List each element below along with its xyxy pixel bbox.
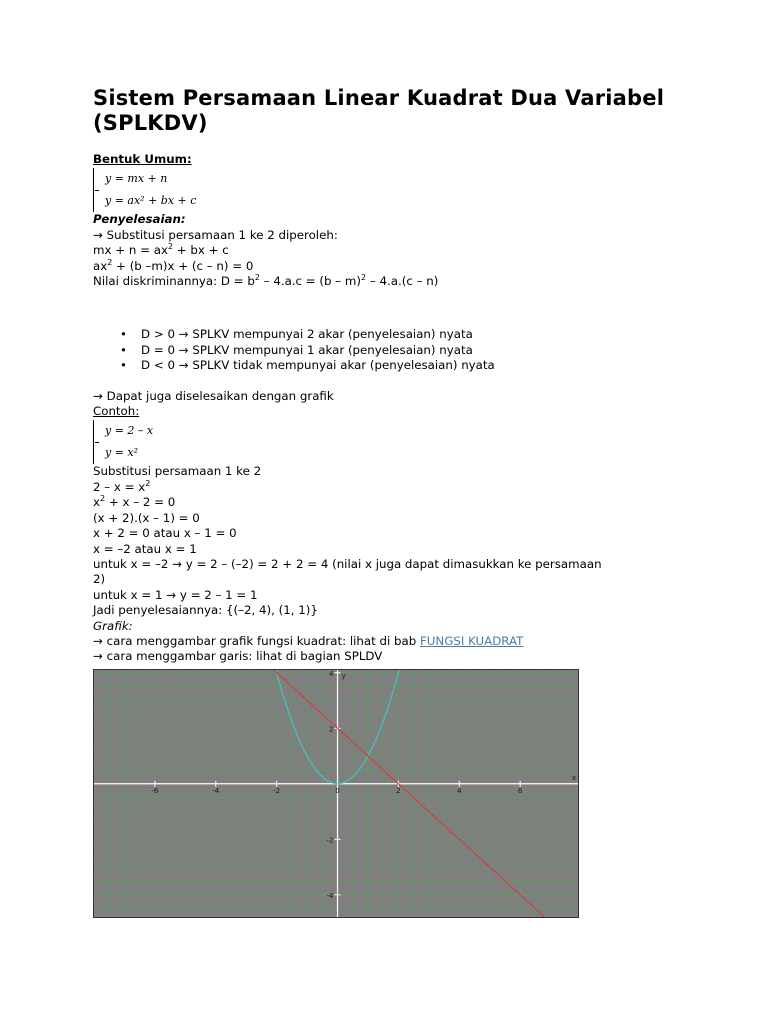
y-tick-label: -2 (326, 836, 334, 845)
penyelesaian-label: Penyelesaian: (93, 212, 186, 227)
example-equation-system (93, 420, 693, 464)
fungsi-kuadrat-link[interactable]: FUNGSI KUADRAT (419, 633, 524, 648)
garis-line: → cara menggambar garis: lihat di bagian SPLDV (93, 649, 383, 664)
grafik-note: → Dapat juga diselesaikan dengan grafik (93, 388, 334, 403)
discriminant-cases-list (93, 327, 693, 373)
solution-line-4: (x + 2).(x – 1) = 0 (93, 510, 200, 525)
step-2: mx + $n = ax^2$ + bx + c (93, 242, 229, 258)
y-axis-label: y (341, 672, 346, 680)
x-tick-label: 2 (396, 786, 401, 795)
solution-line-1: Substitusi persamaan 1 ke 2 (93, 464, 262, 479)
graph-svg (94, 670, 578, 917)
grafik-label: Grafik: (93, 618, 133, 633)
x-tick-label: -6 (151, 786, 159, 795)
solution-line-3: $x^2 + x - 2 = 0$ (93, 494, 176, 510)
x-tick-label: -4 (212, 786, 220, 795)
x-tick-label: 0 (335, 786, 340, 795)
y-tick-label: 4 (329, 670, 334, 678)
solution-line-9: untuk x = 1 → y = 2 – 1 = 1 (93, 587, 258, 602)
solution-line-6: x = –2 atau x = 1 (93, 541, 197, 556)
page-title: Sistem Persamaan Linear Kuadrat Dua Variabel (SPLKDV) (93, 86, 665, 135)
x-tick-label: 4 (457, 786, 462, 795)
list-item: • D > 0 → SPLKV mempunyai 2 akar (penyelesaian) nyata (141, 327, 693, 342)
example-equation-2: y = x² (105, 446, 139, 460)
x-tick-label: 6 (517, 786, 523, 795)
solution-line-2: $2 - x = x^2$ (93, 478, 151, 494)
list-item: • D = 0 → SPLKV mempunyai 1 akar (penyelesaian) nyata (141, 343, 693, 358)
solution-line-10: Jadi penyelesaiannya: {(–2, 4), (1, 1)} (93, 603, 318, 618)
system-brace (93, 420, 100, 464)
system-brace (93, 168, 100, 212)
y-tick-label: 2 (329, 725, 334, 734)
solution-line-7: untuk x = –2 → y = 2 – (–2) = 2 + 2 = 4 (nilai x juga dapat dimasukkan ke persamaan (93, 556, 602, 571)
x-axis-label: x (572, 773, 577, 782)
general-equation-system (93, 168, 693, 212)
step-1: → Substitusi persamaan 1 ke 2 diperoleh: (93, 227, 338, 242)
graph-chart (93, 669, 579, 918)
step-4-discriminant: Nilai diskriminannya: $D = b^2 - 4.a.c = (b - m)^2 - 4.a.(c - n)$ (93, 273, 439, 289)
bentuk-umum-label: Bentuk Umum: (93, 152, 192, 166)
general-equation-2: y = ax² + bx + c (105, 194, 197, 208)
y-tick-label: -4 (326, 891, 334, 900)
general-equation-1: y = mx + n (105, 172, 168, 186)
solution-line-8: 2) (93, 572, 106, 587)
document-page (93, 86, 693, 665)
solution-line-5: x + 2 = 0 atau x – 1 = 0 (93, 526, 237, 541)
x-tick-label: -2 (273, 786, 281, 795)
link-line: → cara menggambar grafik fungsi kuadrat: lihat di bab FUNGSI KUADRAT (93, 633, 524, 648)
contoh-label: Contoh: (93, 404, 140, 419)
list-item: • D < 0 → SPLKV tidak mempunyai akar (penyelesaian) nyata (141, 358, 693, 373)
step-3: $ax^2 + (b$ –m)x + (c – n) = 0 (93, 257, 254, 273)
example-equation-1: y = 2 – x (105, 424, 154, 438)
